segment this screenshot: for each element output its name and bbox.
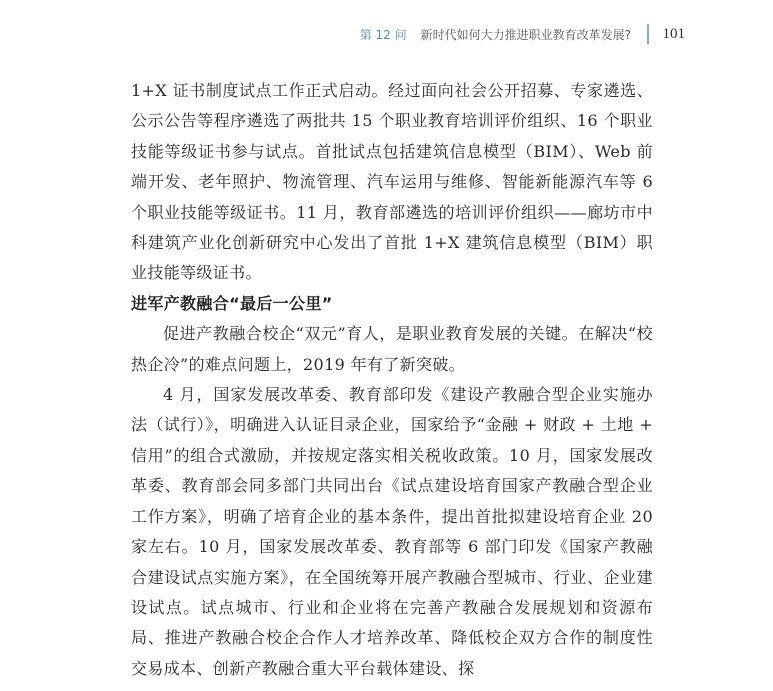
header-divider xyxy=(647,24,649,44)
page-number: 101 xyxy=(662,25,685,42)
chapter-title: 新时代如何大力推进职业教育改革发展? xyxy=(420,27,631,42)
running-header xyxy=(360,24,685,44)
paragraph-1x-certificate: 1+X 证书制度试点工作正式启动。经过面向社会公开招募、专家遴选、公示公告等程序遴选了两批共 15 个职业教育培训评价组织、16 个职业技能等级证书参与试点。首批试点包括建筑信息模型（BIM）、Web 前端开发、老年照护、物流管理、汽车运用与维修、智能新能源汽车等 6 个职业技能等级证书。11 月，教育部遴选的培训评价组织——廊坊市中科建筑产业化创新研究中心发出了首批 1+X 建筑信息模型（BIM）职业技能等级证书。 xyxy=(131,81,653,283)
section-heading: 进军产教融合“最后一公里” xyxy=(131,293,333,313)
paragraph-policy-timeline: 4 月，国家发展改革委、教育部印发《建设产教融合型企业实施办法（试行）》，明确进入认证目录企业，国家给予“金融 + 财政 + 土地 + 信用”的组合式激励，并按规定落实相关税收政策。10 月，国家发展改革委、教育部会同多部门共同出台《试点建设培育国家产教融合型企业工作方案》，明确了培育企业的基本条件，提出首批拟建设培育企业 20 家左右。10 月，国家发展改革委、教育部等 6 部门印发《国家产教融合建设试点实施方案》，在全国统筹开展产教融合型城市、行业、企业建设试点。试点城市、行业和企业将在完善产教融合发展规划和资源布局、推进产教融合校企合作人才培养改革、降低校企双方合作的制度性交易成本、创新产教融合重大平台载体建设、探 xyxy=(131,385,653,678)
page-body xyxy=(131,76,653,684)
chapter-label: 第 12 问 xyxy=(359,27,407,42)
paragraph-school-enterprise: 促进产教融合校企“双元”育人，是职业教育发展的关键。在解决“校热企冷”的难点问题上，2019 年有了新突破。 xyxy=(131,324,653,374)
